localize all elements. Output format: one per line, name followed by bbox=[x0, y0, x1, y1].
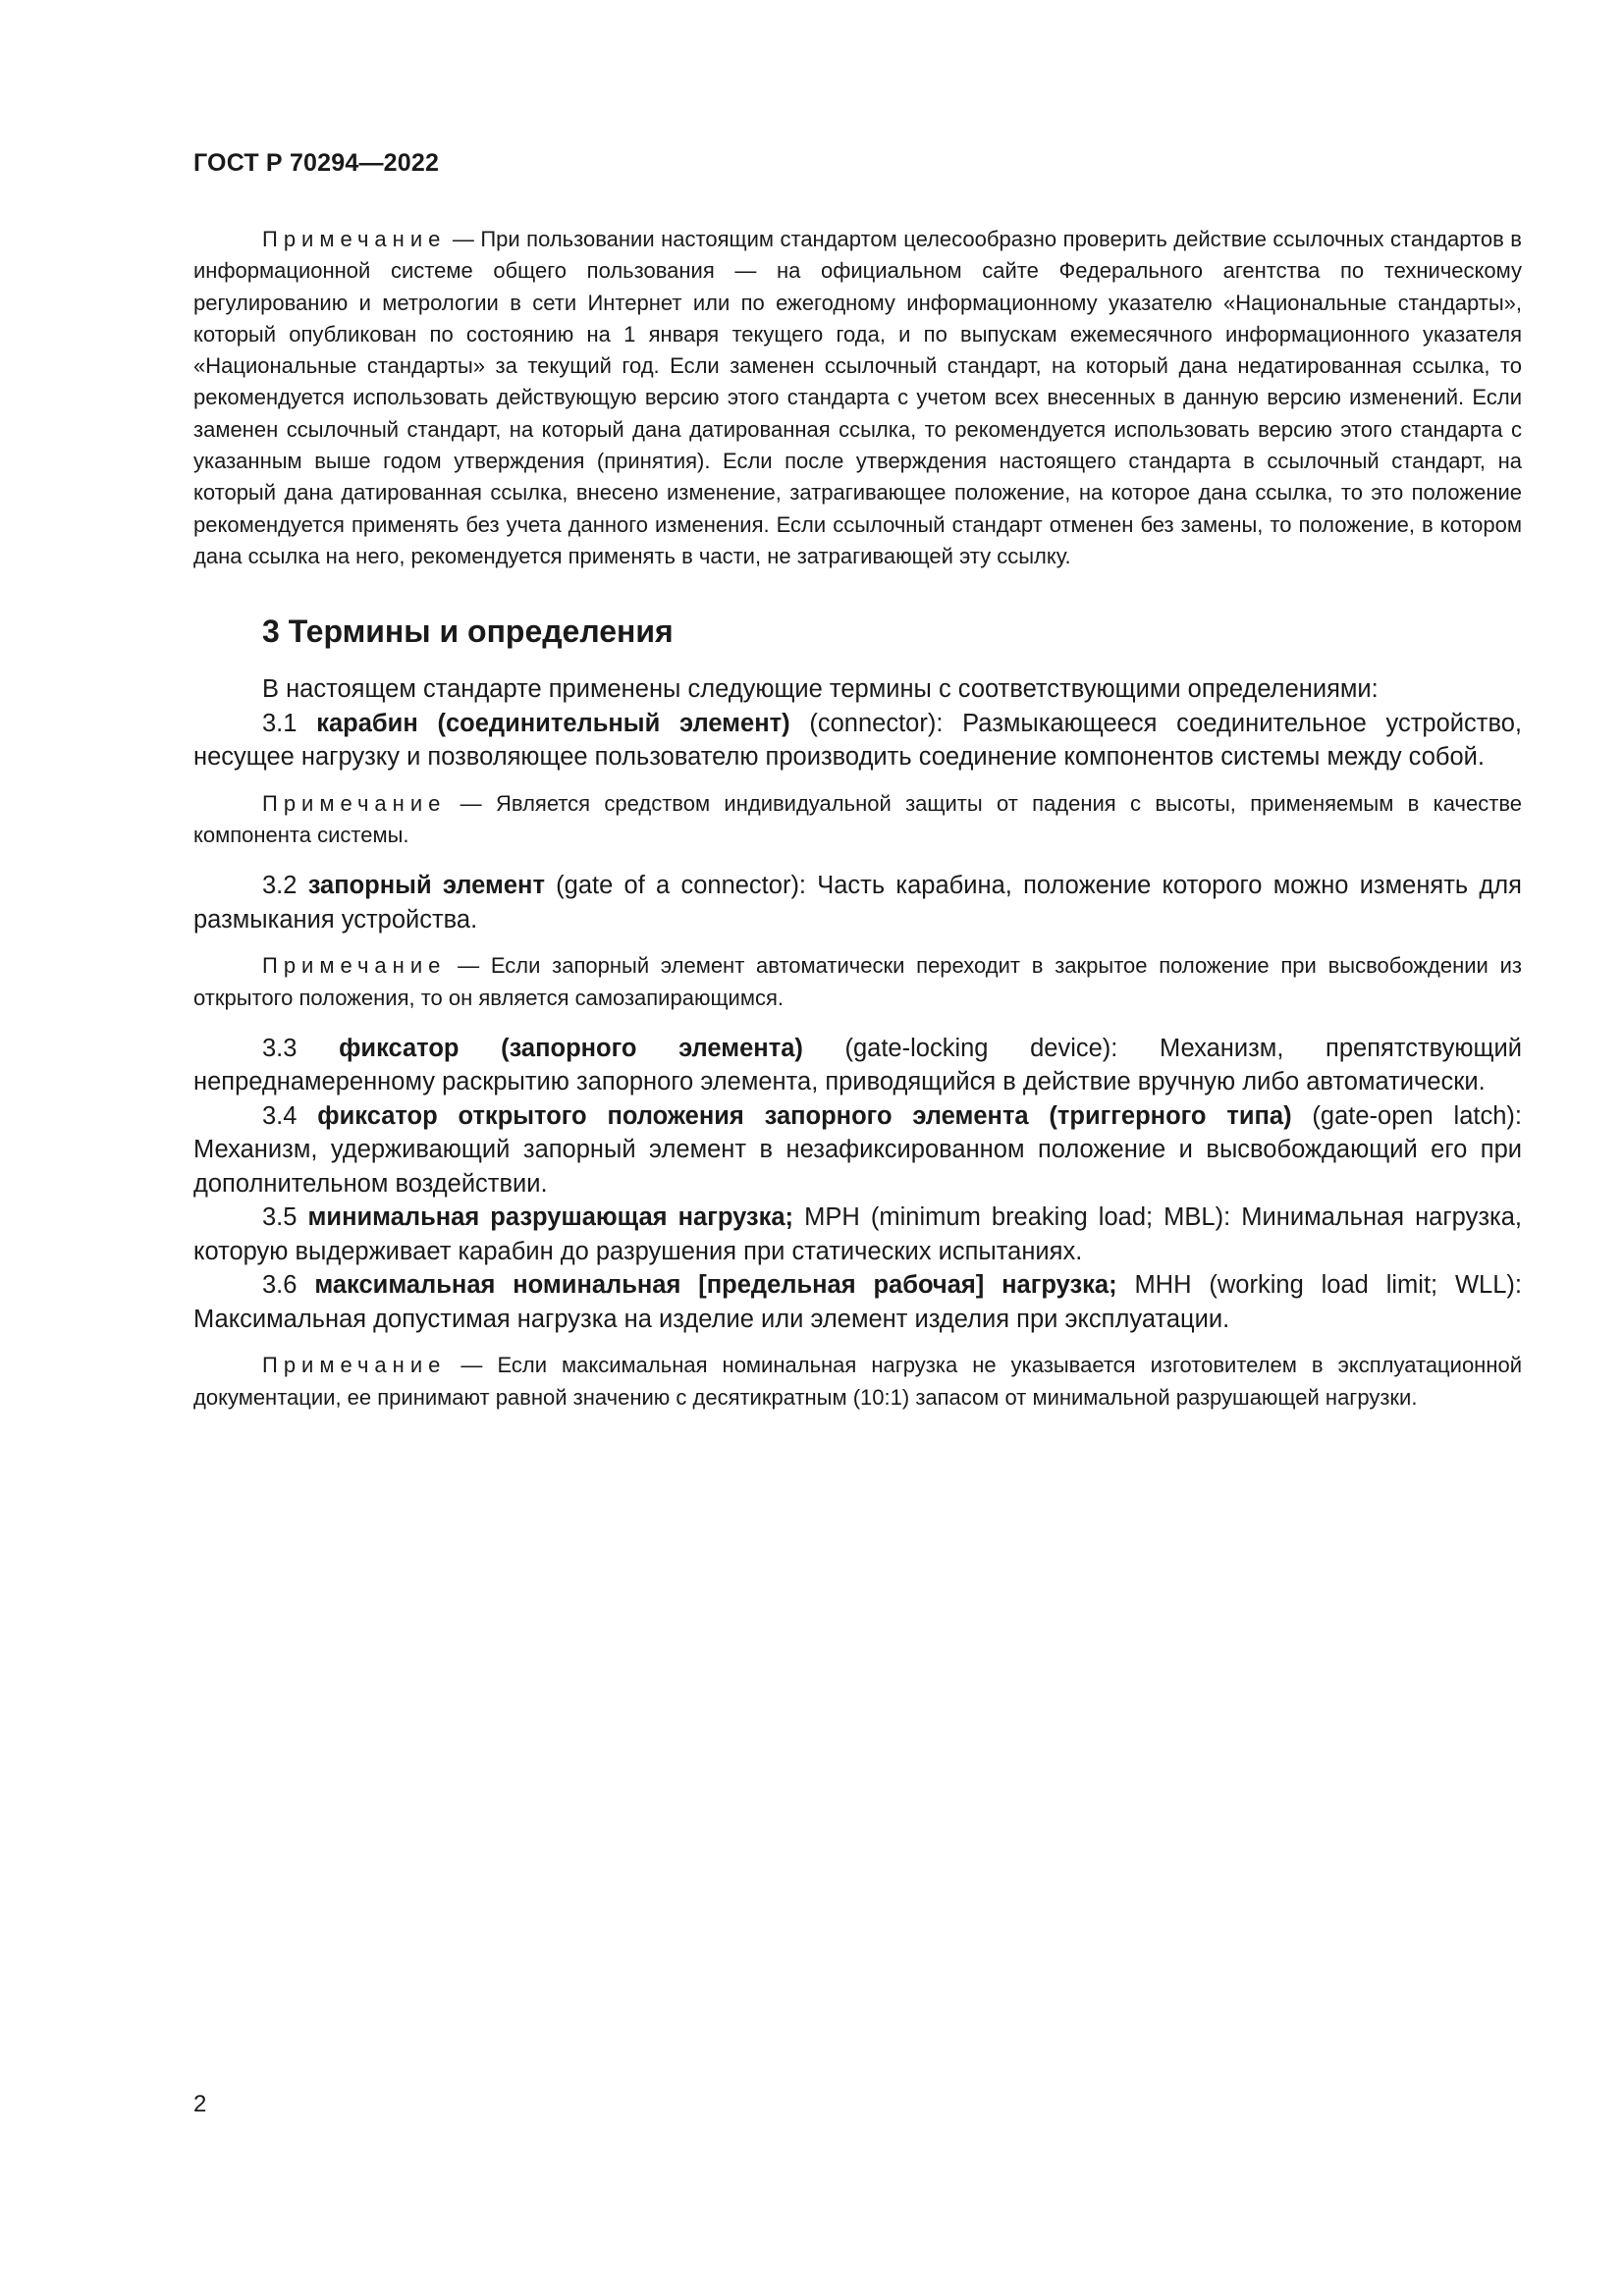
term-number: 3.1 bbox=[262, 709, 298, 737]
note-3-6 bbox=[193, 1350, 1522, 1414]
term-definition: (gate of a connector): Часть карабина, положение которого можно изменять для размыкания устройства. bbox=[193, 872, 1522, 934]
note-label: Примечание bbox=[262, 790, 447, 816]
note-label: Примечание bbox=[262, 953, 447, 979]
term-name: фиксатор открытого положения запорного элемента (триггерного типа) bbox=[317, 1101, 1292, 1130]
note-text: Является средством индивидуальной защиты от падения с высоты, применяемым в качестве компонента системы. bbox=[193, 790, 1522, 848]
term-name: карабин (соединительный элемент) bbox=[316, 709, 790, 737]
note-dash: — bbox=[446, 1353, 498, 1378]
page-number: 2 bbox=[193, 2091, 207, 2117]
term-number: 3.5 bbox=[262, 1203, 298, 1232]
term-3-6 bbox=[193, 1268, 1522, 1336]
note-text: При пользовании настоящим стандартом целесообразно проверить действие ссылочных стандартов в информационной системе общего пользования — на официальном сайте Федерального агентства по техническому регулированию и метрологии в сети Интернет или по ежегодному информационному указателю «Национальные стандарты», который опубликован по состоянию на 1 января текущего года, и по выпускам ежемесячного информационного указателя «Национальные стандарты» за текущий год. Если заменен ссылочный стандарт, на который дана недатированная ссылка, то рекомендуется использовать действующую версию этого стандарта с учетом всех внесенных в данную версию изменений. Если заменен ссылочный стандарт, на который дана датированная ссылка, то рекомендуется использовать версию этого стандарта с указанным выше годом утверждения (принятия). Если после утверждения настоящего стандарта в ссылочный стандарт, на который дана датированная ссылка, внесено изменение, затрагивающее положение, на которое дана ссылка, то это положение рекомендуется применять без учета данного изменения. Если ссылочный стандарт отменен без замены, то положение, в котором дана ссылка на него, рекомендуется применять в части, не затрагивающей эту ссылку. bbox=[193, 227, 1522, 568]
term-number: 3.4 bbox=[262, 1101, 298, 1130]
note-text: Если максимальная номинальная нагрузка не указывается изготовителем в эксплуатационной документации, ее принимают равной значению с десятикратным (10:1) запасом от минимальной разрушающей нагрузки. bbox=[193, 1353, 1522, 1410]
note-label: Примечание bbox=[262, 1353, 447, 1378]
term-name: запорный элемент bbox=[307, 872, 545, 900]
note-label: Примечание bbox=[262, 227, 447, 251]
section-intro: В настоящем стандарте применены следующие термины с соответствующими определениями: bbox=[262, 675, 1379, 704]
term-number: 3.3 bbox=[262, 1034, 298, 1062]
note-3-2 bbox=[193, 950, 1522, 1014]
term-3-1 bbox=[193, 707, 1522, 774]
intro-note bbox=[193, 224, 1522, 572]
term-number: 3.6 bbox=[262, 1271, 298, 1300]
term-definition: (connector): Размыкающееся соединительное устройство, несущее нагрузку и позволяющее пользователю производить соединение компонентов системы между собой. bbox=[193, 709, 1522, 772]
term-name: минимальная разрушающая нагрузка; bbox=[307, 1203, 794, 1232]
term-name: максимальная номинальная [предельная рабочая] нагрузка; bbox=[314, 1271, 1117, 1300]
note-dash: — bbox=[446, 790, 496, 816]
term-3-2 bbox=[193, 869, 1522, 936]
term-3-4 bbox=[193, 1099, 1522, 1201]
term-3-3 bbox=[193, 1032, 1522, 1099]
term-definition: (gate-open latch): Механизм, удерживающий запорный элемент в незафиксированном положение и высвобождающий его при дополнительном воздействии. bbox=[193, 1101, 1523, 1198]
note-dash: — bbox=[446, 953, 491, 979]
page-content bbox=[193, 224, 1522, 1414]
term-3-5 bbox=[193, 1201, 1522, 1268]
term-number: 3.2 bbox=[262, 872, 298, 900]
note-text: Если запорный элемент автоматически переходит в закрытое положение при высвобождении из открытого положения, то он является самозапирающимся. bbox=[193, 953, 1522, 1010]
note-3-1 bbox=[193, 788, 1522, 852]
term-name: фиксатор (запорного элемента) bbox=[339, 1034, 803, 1062]
document-code-header: ГОСТ Р 70294—2022 bbox=[193, 149, 440, 177]
term-definition: МНН (working load limit; WLL): Максимальная допустимая нагрузка на изделие или элемент изделия при эксплуатации. bbox=[193, 1271, 1522, 1333]
note-dash: — bbox=[446, 227, 481, 251]
section-title: 3 Термины и определения bbox=[262, 614, 674, 650]
term-definition: (gate-locking device): Механизм, препятствующий непреднамеренному раскрытию запорного элемента, приводящийся в действие вручную либо автоматически. bbox=[193, 1034, 1522, 1096]
term-definition: МРН (minimum breaking load; MBL): Минимальная нагрузка, которую выдерживает карабин до разрушения при статических испытаниях. bbox=[193, 1203, 1522, 1265]
